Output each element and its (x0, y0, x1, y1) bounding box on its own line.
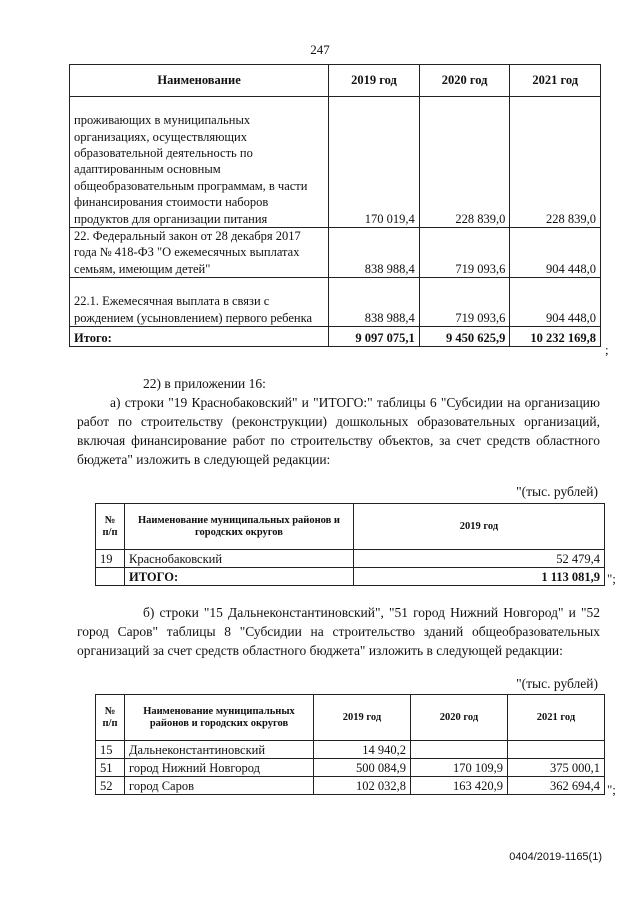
total-label: ИТОГО: (125, 568, 354, 586)
row-value-2019: 102 032,8 (314, 777, 411, 795)
col-header-2020: 2020 год (411, 695, 508, 741)
row-value-2020: 228 839,0 (419, 97, 510, 228)
unit-label: "(тыс. рублей) (516, 484, 598, 499)
table-row (70, 278, 601, 327)
row-name: Краснобаковский (125, 550, 354, 568)
row-number: 52 (96, 777, 125, 795)
subsidy-table-8 (95, 694, 605, 795)
row-number: 19 (96, 550, 125, 568)
paragraph-a: а) строки "19 Краснобаковский" и "ИТОГО:" таблицы 6 "Субсидии на организацию работ по строительству (реконструкции) дошкольных образовательных организаций, включая финансирование работ по строительству объектов, за счет средств областного бюджета" изложить в следующей редакции: (77, 395, 600, 467)
row-value-2019: 52 479,4 (354, 550, 605, 568)
col-header-2019: 2019 год (329, 65, 420, 97)
total-label: Итого: (70, 327, 329, 347)
table-row (96, 741, 605, 759)
col-header-number: № п/п (96, 695, 125, 741)
total-2020: 9 450 625,9 (419, 327, 510, 347)
row-value-2020: 163 420,9 (411, 777, 508, 795)
row-value-2019: 14 940,2 (314, 741, 411, 759)
col-header-2019: 2019 год (314, 695, 411, 741)
table2-end-mark: "; (607, 571, 616, 586)
total-2019: 1 113 081,9 (354, 568, 605, 586)
row-value-2020: 719 093,6 (419, 228, 510, 278)
row-value-2021 (508, 741, 605, 759)
row-value-2019: 838 988,4 (329, 278, 420, 327)
table1-end-mark: ; (605, 342, 609, 357)
row-value-2020: 719 093,6 (419, 278, 510, 327)
table-row (70, 97, 601, 228)
col-header-2021: 2021 год (508, 695, 605, 741)
table-header-row (96, 504, 605, 550)
row-value-2021: 375 000,1 (508, 759, 605, 777)
table3-end-mark: "; (607, 782, 616, 797)
col-header-name: Наименование (70, 65, 329, 97)
document-code: 0404/2019-1165(1) (509, 851, 602, 863)
row-name: проживающих в муниципальных организациях, осуществляющих образовательной деятельность по адаптированным основным общеобразовательным программам, в части финансирования стоимости наборов продуктов для организации питания (70, 97, 329, 228)
table-row (96, 759, 605, 777)
row-value-2021: 362 694,4 (508, 777, 605, 795)
unit-label-2: "(тыс. рублей) (516, 676, 598, 691)
row-number: 51 (96, 759, 125, 777)
table-row (96, 550, 605, 568)
row-value-2021: 904 448,0 (510, 228, 601, 278)
row-value-2020 (411, 741, 508, 759)
budget-table-continued (69, 64, 601, 347)
total-2021: 10 232 169,8 (510, 327, 601, 347)
row-value-2021: 228 839,0 (510, 97, 601, 228)
subsidy-table-6 (95, 503, 605, 586)
table-header-row (70, 65, 601, 97)
row-value-2021: 904 448,0 (510, 278, 601, 327)
row-name: 22. Федеральный закон от 28 декабря 2017 года № 418-ФЗ "О ежемесячных выплатах семьям, имеющим детей" (70, 228, 329, 278)
paragraph-22: 22) в приложении 16: (143, 376, 266, 391)
row-value-2019: 838 988,4 (329, 228, 420, 278)
row-name: город Саров (125, 777, 314, 795)
row-number: 15 (96, 741, 125, 759)
total-number-cell (96, 568, 125, 586)
table-header-row (96, 695, 605, 741)
col-header-2021: 2021 год (510, 65, 601, 97)
total-row (96, 568, 605, 586)
table-row (96, 777, 605, 795)
row-name: город Нижний Новгород (125, 759, 314, 777)
col-header-name: Наименование муниципальных районов и городских округов (125, 504, 354, 550)
row-value-2019: 500 084,9 (314, 759, 411, 777)
row-value-2019: 170 019,4 (329, 97, 420, 228)
total-row (70, 327, 601, 347)
row-value-2020: 170 109,9 (411, 759, 508, 777)
total-2019: 9 097 075,1 (329, 327, 420, 347)
col-header-number: № п/п (96, 504, 125, 550)
col-header-2019: 2019 год (354, 504, 605, 550)
table-row (70, 228, 601, 278)
col-header-2020: 2020 год (419, 65, 510, 97)
row-name: Дальнеконстантиновский (125, 741, 314, 759)
row-name: 22.1. Ежемесячная выплата в связи с рождением (усыновлением) первого ребенка (70, 278, 329, 327)
paragraph-b: б) строки "15 Дальнеконстантиновский", "51 город Нижний Новгород" и "52 город Саров" таблицы 8 "Субсидии на строительство зданий общеобразовательных организаций за счет средств областного бюджета" изложить в следующей редакции: (77, 605, 600, 658)
page-number: 247 (310, 42, 330, 57)
col-header-name: Наименование муниципальных районов и городских округов (125, 695, 314, 741)
